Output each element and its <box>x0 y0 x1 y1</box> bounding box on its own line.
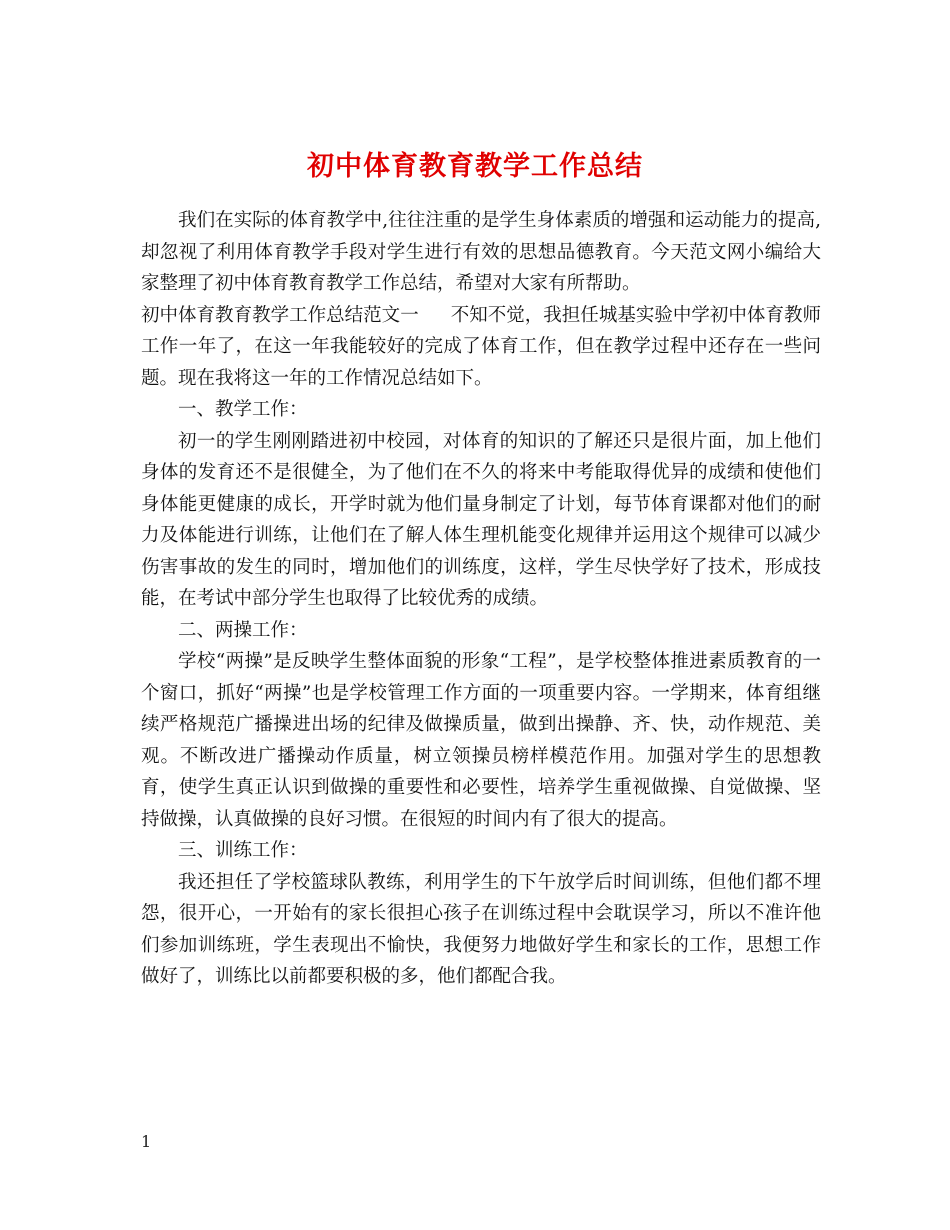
document-title: 初中体育教育教学工作总结 <box>307 151 643 183</box>
section1-heading: 一、教学工作： <box>178 399 308 420</box>
intro-paragraph: 我们在实际的体育教学中,往往注重的是学生身体素质的增强和运动能力的提高,却忽视了利用体育教学手段对学生进行有效的思想品德教育。今天范文网小编给大家整理了初中体育教育教学工作总结，希望对大家有所帮助。 <box>141 210 821 294</box>
section2-heading: 二、两操工作： <box>178 619 308 641</box>
sample-intro: 不知不觉，我担任城基实验中学初中体育教师工作一年了，在这一年我能较好的完成了体育工作，但在教学过程中还存在一些问题。现在我将这一年的工作情况总结如下。 <box>141 304 821 389</box>
document-body <box>141 205 821 993</box>
section2-body: 学校“两操”是反映学生整体面貌的形象“工程”，是学校整体推进素质教育的一个窗口，抓好“两操”也是学校管理工作方面的一项重要内容。一学期来，体育组继续严格规范广播操进出场的纪律及做操质量，做到出操静、齐、快，动作规范、美观。不断改进广播操动作质量，树立领操员榜样模范作用。加强对学生的思想教育，使学生真正认识到做操的重要性和必要性，培养学生重视做操、自觉做操、坚持做操，认真做操的良好习惯。在很短的时间内有了很大的提高。 <box>141 651 821 830</box>
section3-heading: 三、训练工作： <box>178 840 308 861</box>
sample-paragraph <box>141 300 821 395</box>
section3-body: 我还担任了学校篮球队教练，利用学生的下午放学后时间训练，但他们都不埋怨，很开心，一开始有的家长很担心孩子在训练过程中会耽误学习，所以不准许他们参加训练班，学生表现出不愉快，我便努力地做好学生和家长的工作，思想工作做好了，训练比以前都要积极的多，他们都配合我。 <box>141 871 821 987</box>
section1-body: 初一的学生刚刚踏进初中校园，对体育的知识的了解还只是很片面，加上他们身体的发育还不是很健全，为了他们在不久的将来中考能取得优异的成绩和使他们身体能更健康的成长，开学时就为他们量身制定了计划，每节体育课都对他们的耐力及体能进行训练，让他们在了解人体生理机能变化规律并运用这个规律可以减少伤害事故的发生的同时，增加他们的训练度，这样，学生尽快学好了技术，形成技能，在考试中部分学生也取得了比较优秀的成绩。 <box>141 430 821 609</box>
page-number: 1 <box>141 1132 152 1151</box>
sample-heading: 初中体育教育教学工作总结范文一 <box>141 304 419 326</box>
